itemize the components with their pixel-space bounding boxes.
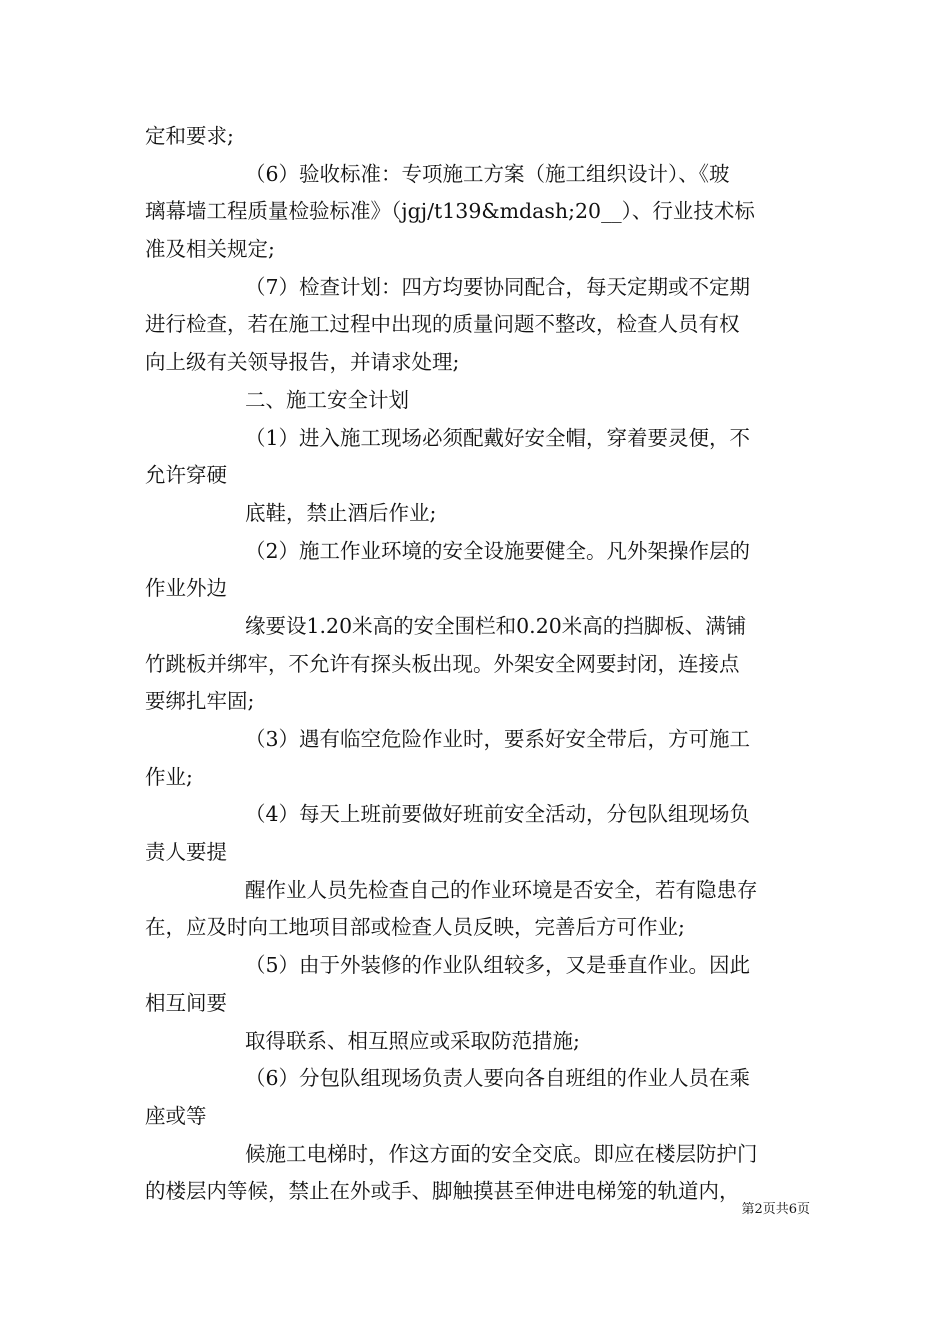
text-line: 要绑扎牢固; xyxy=(145,689,255,714)
text-line: 的楼层内等候，禁止在外或手、脚触摸甚至伸进电梯笼的轨道内， xyxy=(145,1179,740,1204)
text-line: 允许穿硬 xyxy=(145,463,227,488)
text-line: （6）验收标准：专项施工方案（施工组织设计）、《玻 xyxy=(245,161,730,186)
text-line: （2）施工作业环境的安全设施要健全。凡外架操作层的 xyxy=(245,538,751,563)
text-line: （5）由于外装修的作业队组较多，又是垂直作业。因此 xyxy=(245,953,751,978)
text-line: （1）进入施工现场必须配戴好安全帽，穿着要灵便，不 xyxy=(245,425,751,450)
text-line: 准及相关规定; xyxy=(145,237,275,262)
text-line: 在，应及时向工地项目部或检查人员反映，完善后方可作业; xyxy=(145,915,685,940)
page-number: 第2页共6页 xyxy=(741,1202,810,1217)
document-body xyxy=(145,118,810,1211)
text-line: 璃幕墙工程质量检验标准》（jgj/t139&mdash;20__）、行业技术标 xyxy=(145,199,755,224)
text-line: 相互间要 xyxy=(145,990,227,1015)
text-line: （3）遇有临空危险作业时，要系好安全带后，方可施工 xyxy=(245,727,751,751)
text-line: 座或等 xyxy=(145,1103,207,1128)
text-line: 定和要求; xyxy=(145,124,234,148)
text-line: 责人要提 xyxy=(145,840,227,865)
text-line: 取得联系、相互照应或采取防范措施; xyxy=(245,1028,580,1053)
text-line: 底鞋，禁止酒后作业; xyxy=(245,500,437,525)
text-line: （6）分包队组现场负责人要向各自班组的作业人员在乘 xyxy=(245,1066,751,1091)
text-line: 缘要设1.20米高的安全围栏和0.20米高的挡脚板、满铺 xyxy=(245,613,747,638)
text-line: 二、施工安全计划 xyxy=(245,387,409,412)
text-line: （4）每天上班前要做好班前安全活动，分包队组现场负 xyxy=(245,802,751,827)
text-line: 作业外边 xyxy=(145,576,227,601)
text-line: 候施工电梯时，作这方面的安全交底。即应在楼层防护门 xyxy=(245,1141,758,1166)
text-line: 作业; xyxy=(145,764,193,789)
text-line: 竹跳板并绑牢，不允许有探头板出现。外架安全网要封闭，连接点 xyxy=(145,651,740,676)
text-line: （7）检查计划：四方均要协同配合，每天定期或不定期 xyxy=(245,274,751,299)
text-line: 向上级有关领导报告，并请求处理; xyxy=(145,350,460,375)
text-line: 醒作业人员先检查自己的作业环境是否安全，若有隐患存 xyxy=(245,877,758,902)
text-line: 进行检查，若在施工过程中出现的质量问题不整改，检查人员有权 xyxy=(145,312,740,337)
